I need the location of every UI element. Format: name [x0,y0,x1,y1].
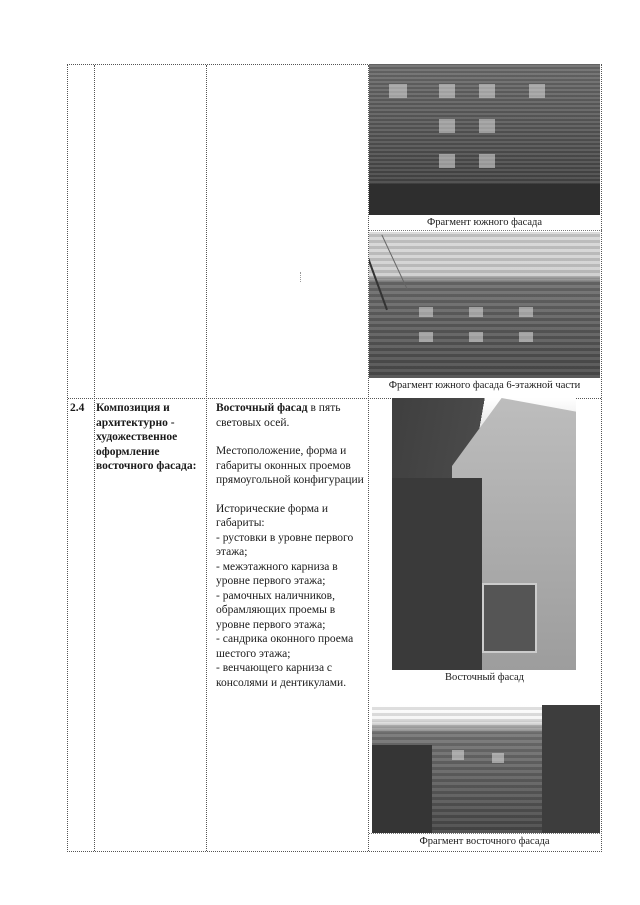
photo-caption: Фрагмент восточного фасада [419,836,550,847]
photo-south-facade-6-storey [369,232,600,378]
list-item: - венчающего карниза с консолями и дентикулами. [216,662,347,689]
photo-caption: Фрагмент южного фасада 6-этажной части [388,380,581,391]
description-para3-intro: Исторические форма и габариты: [216,502,329,529]
photo-divider [369,833,602,834]
description-para2: Местоположение, форма и габариты оконных проемов прямоугольной конфигурации [216,445,364,486]
row-title: Композиция и архитектурно - художественное оформление восточного фасада: [96,402,197,472]
row-description [216,401,366,690]
list-item: - сандрика оконного проема шестого этажа; [216,633,354,660]
row-number: 2.4 [70,402,85,414]
photo-east-facade-fragment [372,705,600,833]
lead-rest: в пять световых осей. [216,402,341,429]
list-item: - рамочных наличников, обрамляющих проемы в уровне первого этажа; [216,589,336,631]
stray-mark [300,272,301,282]
list-item: - межэтажного карниза в уровне первого этажа; [216,560,338,587]
photo-caption: Фрагмент южного фасада [426,217,543,228]
column-divider [94,65,95,851]
photo-south-facade-fragment [369,64,600,215]
photo-divider [369,230,602,231]
lead-bold: Восточный фасад [216,402,308,414]
column-divider [206,65,207,851]
photo-caption: Восточный фасад [444,672,525,683]
description-lead [216,401,366,430]
list-item: - рустовки в уровне первого этажа; [216,531,354,558]
photo-east-facade [392,398,576,670]
